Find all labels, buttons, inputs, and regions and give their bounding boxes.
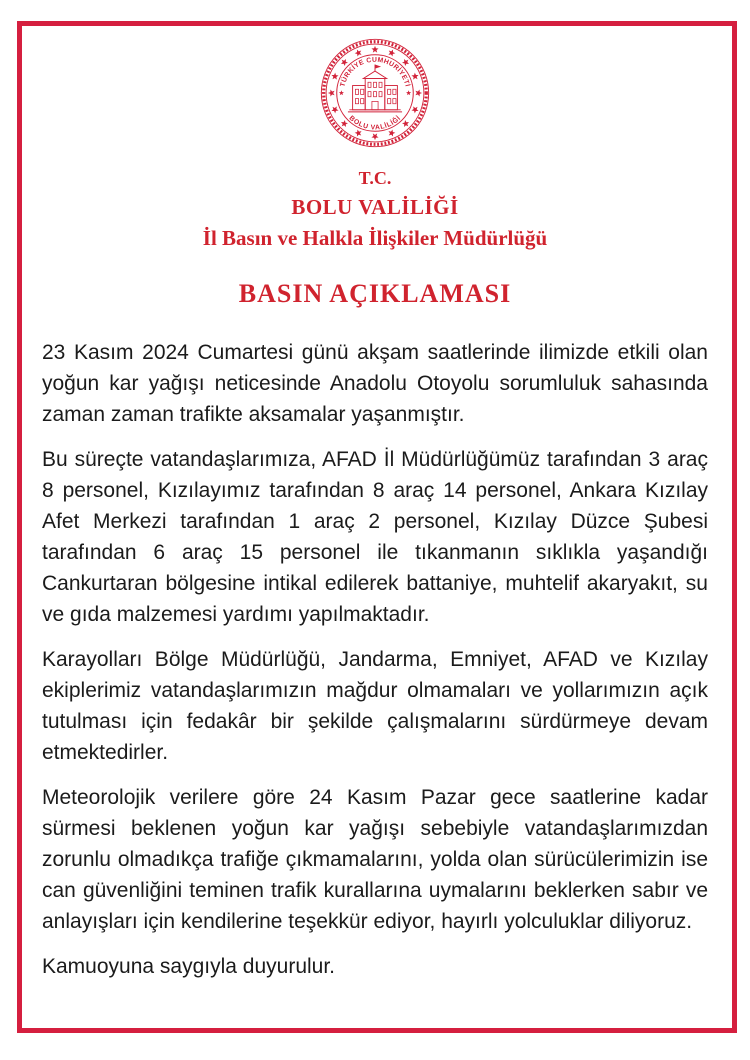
seal-bottom-text: BOLU VALİLİĞİ: [347, 114, 403, 132]
press-release-title: BASIN AÇIKLAMASI: [238, 279, 512, 308]
paragraph-snowfall-intro: 23 Kasım 2024 Cumartesi günü akşam saatlerinde ilimizde etkili olan yoğun kar yağışı neticesinde Anadolu Otoyolu sorumluluk sahasında zaman zaman trafikte aksamalar yaşanmıştır.: [42, 341, 708, 426]
header-department: İl Basın ve Halkla İlişkiler Müdürlüğü: [202, 226, 548, 250]
seal-top-text: TÜRKİYE CUMHURİYETİ: [339, 56, 411, 88]
header-tc: T.C.: [358, 168, 392, 188]
paragraph-weather-warning: Meteorolojik verilere göre 24 Kasım Pazar gece saatlerine kadar sürmesi beklenen yoğun kar yağışı sebebiyle vatandaşlarımızdan zorunlu olmadıkça trafiğe çıkmamalarını, yolda olan sürücülerimizin ise can güvenliğini teminen trafik kurallarına uymalarını beklerken sabır ve anlayışları için kendilerine teşekkür ediyor, hayırlı yolculuklar diliyoruz.: [42, 786, 708, 933]
header-institution: BOLU VALİLİĞİ: [291, 195, 459, 219]
press-release-body: [42, 337, 708, 982]
svg-text:TÜRKİYE CUMHURİYETİ: [339, 57, 412, 88]
closing-line: Kamuoyuna saygıyla duyurulur.: [42, 955, 336, 978]
seal-building-icon: [348, 65, 402, 112]
paragraph-aid-deployments: Bu süreçte vatandaşlarımıza, AFAD İl Müdürlüğümüz tarafından 3 araç 8 personel, Kızılayımız tarafından 8 araç 14 personel, Ankara Kızılay Afet Merkezi tarafından 1 araç 2 personel, Kızılay Düzce Şubesi tarafından 6 araç 15 personel ile tıkanmanın sıklıkla yaşandığı Cankurtaran bölgesine intikal edilerek battaniye, muhtelif akaryakıt, su ve gıda malzemesi yardımı yapılmaktadır.: [42, 448, 708, 626]
bolu-governorship-seal-icon: [319, 37, 431, 149]
paragraph-teams-working: Karayolları Bölge Müdürlüğü, Jandarma, Emniyet, AFAD ve Kızılay ekiplerimiz vatandaşlarımızın mağdur olmamaları ve yollarımızın açık tutulması için fedakâr bir şekilde çalışmalarını sürdürmeye devam etmektedirler.: [42, 648, 708, 764]
svg-text:BOLU VALİLİĞİ: [348, 114, 403, 131]
